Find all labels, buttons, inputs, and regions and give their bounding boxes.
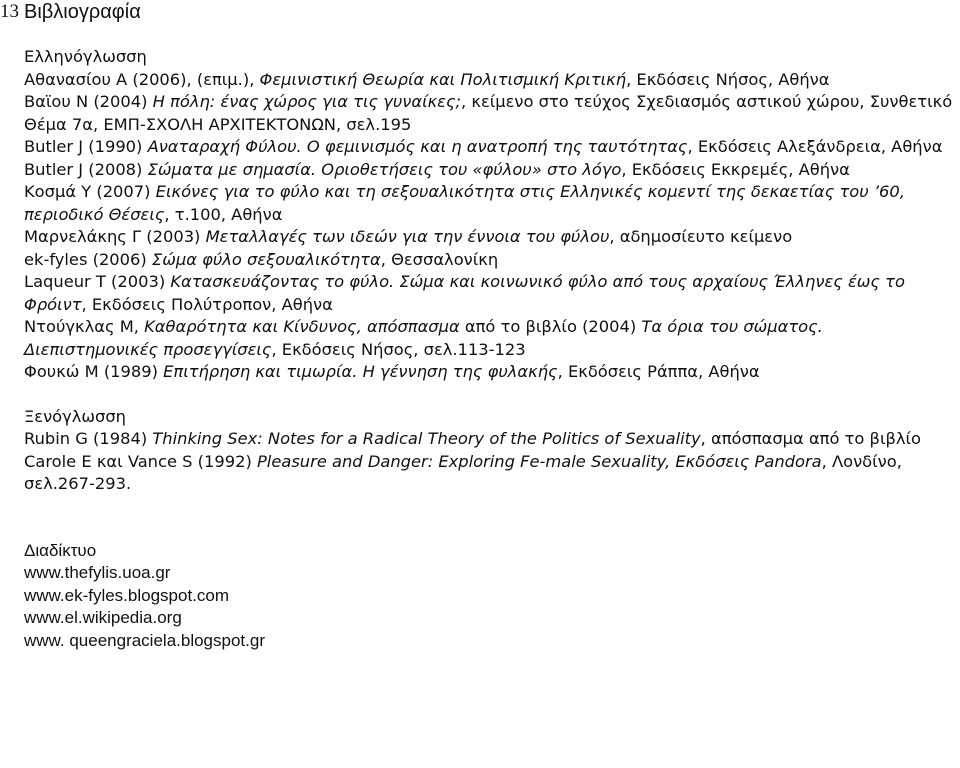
foreign-section-heading: Ξενόγλωσση [24, 406, 127, 426]
web-section-heading: Διαδίκτυο [24, 540, 97, 560]
greek-section-heading: Ελληνόγλωσση [24, 47, 147, 66]
website-link-ek-fyles[interactable]: www.ek-fyles.blogspot.com [24, 585, 230, 605]
bibliography-content [24, 46, 958, 652]
website-link-queengraciela[interactable]: www. queengraciela.blogspot.gr [24, 630, 265, 650]
bibliography-entry-rubin: Rubin G (1984) Thinking Sex: Notes for a Radical Theory of the Politics of Sexuality, απόσπασμα από το βιβλίο Carole E και Vance S (1992) Pleasure and Danger: Exploring Fe-male Sexuality, Εκδόσεις Pandora, Λονδίνο, σελ.267-293. [24, 429, 921, 493]
section-spacer [24, 384, 958, 406]
bibliography-entry-ek-fyles: ek-fyles (2006) Σώμα φύλο σεξουαλικότητα, Θεσσαλονίκη [24, 249, 499, 269]
section-spacer [24, 496, 958, 540]
bibliography-entry-butler-1990: Butler J (1990) Αναταραχή Φύλου. Ο φεμινισμός και η ανατροπή της ταυτότητας, Εκδόσεις Αλεξάνδρεια, Αθήνα [24, 137, 943, 156]
bibliography-entry-foucault: Φουκώ Μ (1989) Επιτήρηση και τιμωρία. Η γέννηση της φυλακής, Εκδόσεις Ράππα, Αθήνα [24, 362, 760, 381]
website-link-wikipedia[interactable]: www.el.wikipedia.org [24, 608, 182, 627]
bibliography-entry-marnelakis: Μαρνελάκης Γ (2003) Μεταλλαγές των ιδεών για την έννοια του φύλου, αδημοσίευτο κείμενο [24, 227, 793, 246]
page-number: 13 [0, 1, 19, 22]
bibliography-entry-kosma: Κοσμά Υ (2007) Εικόνες για το φύλο και τη σεξουαλικότητα στις Ελληνικές κομεντί της δεκαετίας του ’60, περιοδικό Θέσεις, τ.100, Αθήνα [24, 182, 905, 224]
bibliography-entry-butler-2008: Butler J (2008) Σώματα με σημασία. Οριοθετήσεις του «φύλου» στο λόγο, Εκδόσεις Εκκρεμές, Αθήνα [24, 159, 850, 179]
page-title: Βιβλιογραφία [24, 1, 141, 23]
bibliography-entry-laqueur: Laqueur T (2003) Κατασκευάζοντας το φύλο. Σώμα και κοινωνικό φύλο από τους αρχαίους Έλληνες έως το Φρόιντ, Εκδόσεις Πολύτροπον, Αθήνα [24, 272, 905, 314]
bibliography-entry-athanasiou: Αθανασίου Α (2006), (επιμ.), Φεμινιστική Θεωρία και Πολιτισμική Κριτική, Εκδόσεις Νήσος, Αθήνα [24, 69, 830, 89]
website-link-thefylis[interactable]: www.thefylis.uoa.gr [24, 563, 171, 582]
bibliography-entry-vaiou: Βαϊου Ν (2004) Η πόλη: ένας χώρος για τις γυναίκες;, κείμενο στο τεύχος Σχεδιασμός αστικού χώρου, Συνθετικό Θέμα 7α, ΕΜΠ-ΣΧΟΛΗ ΑΡΧΙΤΕΚΤΟΝΩΝ, σελ.195 [24, 92, 953, 134]
bibliography-entry-douglas: Ντούγκλας Μ, Καθαρότητα και Κίνδυνος, απόσπασμα από το βιβλίο (2004) Τα όρια του σώματος. Διεπιστημονικές προσεγγίσεις, Εκδόσεις Νήσος, σελ.113-123 [24, 317, 823, 359]
